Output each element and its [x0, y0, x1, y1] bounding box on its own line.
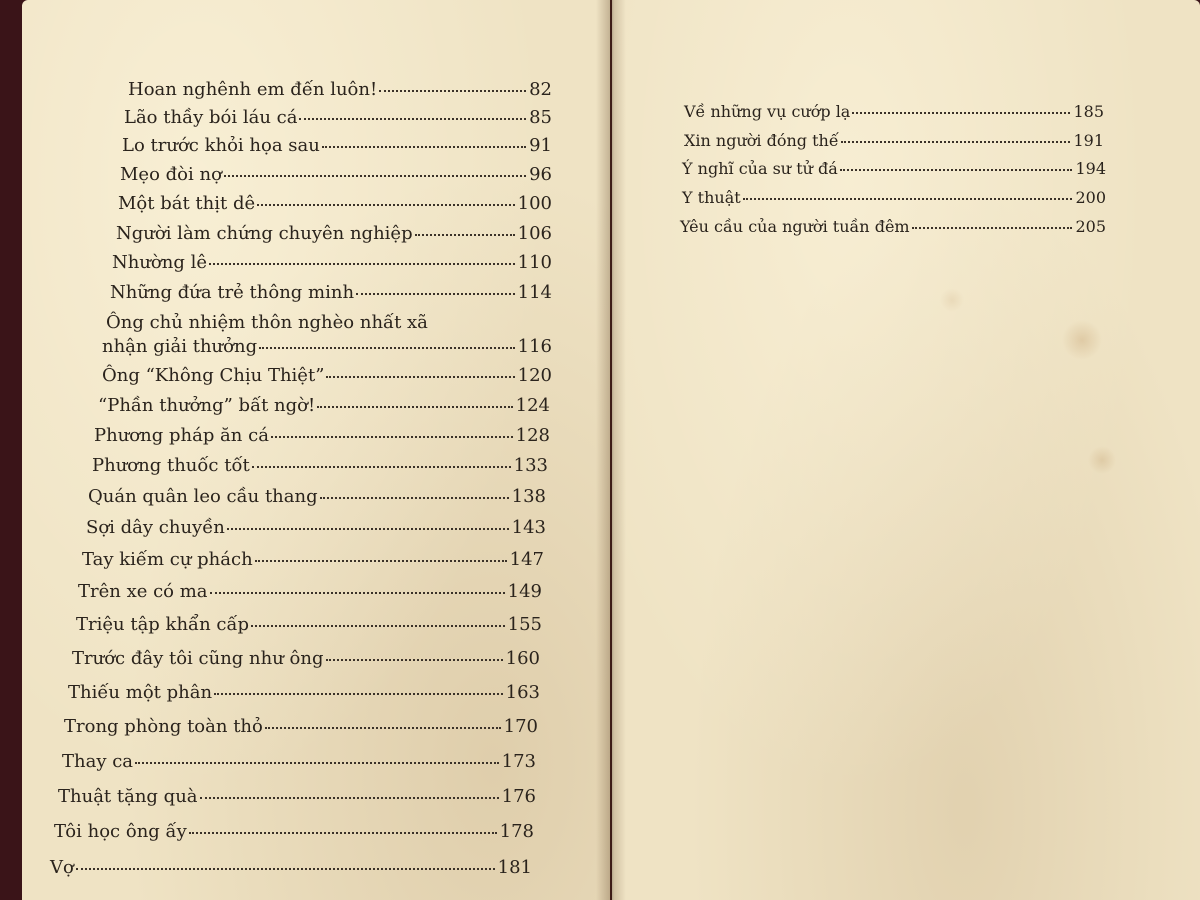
- toc-page-number: 85: [529, 107, 552, 128]
- toc-title: Vợ: [50, 857, 74, 878]
- leader-dots: [257, 204, 514, 206]
- toc-entry: [94, 426, 550, 447]
- leader-dots: [189, 832, 497, 834]
- toc-page-number: 205: [1075, 217, 1106, 236]
- toc-entry: [98, 396, 550, 417]
- left-toc: [22, 0, 610, 900]
- toc-title: Phương pháp ăn cá: [94, 425, 269, 446]
- toc-page-number: 155: [507, 614, 542, 635]
- toc-page-number: 91: [529, 135, 552, 156]
- leader-dots: [912, 227, 1073, 229]
- toc-entry: [684, 103, 1104, 121]
- toc-entry: [50, 858, 532, 879]
- leader-dots: [356, 293, 515, 295]
- toc-entry: [124, 108, 552, 129]
- toc-entry: [682, 160, 1106, 178]
- toc-entry: [64, 717, 538, 738]
- toc-page-number: 96: [529, 164, 552, 185]
- toc-title: Thay ca: [62, 751, 134, 772]
- leader-dots: [743, 198, 1073, 200]
- toc-title: Trong phòng toàn thỏ: [64, 716, 263, 737]
- toc-title: Ông “Không Chịu Thiệt”: [102, 365, 325, 386]
- toc-entry: [76, 615, 542, 636]
- toc-title: Thuật tặng quà: [58, 786, 198, 807]
- toc-page-number: 133: [513, 455, 548, 476]
- leader-dots: [299, 118, 526, 120]
- toc-title: Hoan nghênh em đến luôn!: [128, 79, 378, 100]
- right-toc: [612, 0, 1200, 900]
- toc-page-number: 138: [511, 486, 546, 507]
- toc-page-number: 170: [503, 716, 538, 737]
- toc-title: Triệu tập khẩn cấp: [76, 614, 250, 635]
- toc-title: Trên xe có ma: [78, 581, 208, 602]
- toc-title-line1: Ông chủ nhiệm thôn nghèo nhất xã: [106, 312, 428, 333]
- toc-page-number: 120: [517, 365, 552, 386]
- toc-entry: [684, 132, 1104, 150]
- leader-dots: [271, 436, 513, 438]
- toc-entry: [68, 683, 540, 704]
- toc-title: Trước đây tôi cũng như ông: [72, 648, 324, 669]
- leader-dots: [379, 90, 526, 92]
- toc-entry: [680, 218, 1106, 236]
- toc-entry: [112, 253, 552, 274]
- leader-dots: [415, 234, 515, 236]
- toc-page-number: 160: [505, 648, 540, 669]
- leader-dots: [255, 560, 507, 562]
- toc-title: Y thuật: [682, 188, 741, 207]
- leader-dots: [326, 659, 503, 661]
- toc-title: Quán quân leo cầu thang: [88, 486, 318, 507]
- leader-dots: [200, 797, 499, 799]
- leader-dots: [209, 263, 515, 265]
- leader-dots: [252, 466, 511, 468]
- toc-page-number: 82: [529, 79, 552, 100]
- leader-dots: [224, 175, 526, 177]
- toc-page-number: 185: [1073, 102, 1104, 121]
- toc-page-number: 149: [507, 581, 542, 602]
- leader-dots: [317, 406, 512, 408]
- leader-dots: [841, 141, 1071, 143]
- toc-title: Yêu cầu của người tuần đêm: [680, 217, 910, 236]
- toc-title: Lo trước khỏi họa sau: [122, 135, 320, 156]
- toc-page-number: 163: [505, 682, 540, 703]
- toc-title: Xin người đóng thế: [684, 131, 839, 150]
- toc-title: Thiếu một phân: [68, 682, 213, 703]
- leader-dots: [259, 347, 515, 349]
- toc-entry: [62, 752, 536, 773]
- toc-page-number: 200: [1075, 188, 1106, 207]
- toc-entry: [102, 366, 552, 387]
- toc-page-number: 116: [517, 336, 552, 357]
- toc-title: Về những vụ cướp lạ: [684, 102, 851, 121]
- leader-dots: [135, 762, 499, 764]
- toc-page-number: 194: [1075, 159, 1106, 178]
- toc-entry: [116, 224, 552, 245]
- toc-title: Sợi dây chuyền: [86, 517, 225, 538]
- toc-title: Nhường lê: [112, 252, 208, 273]
- toc-entry: [102, 337, 552, 358]
- leader-dots: [840, 169, 1073, 171]
- toc-title: nhận giải thưởng: [102, 336, 258, 357]
- toc-title: “Phần thưởng” bất ngờ!: [98, 395, 316, 416]
- toc-entry: [128, 80, 552, 101]
- toc-entry: [72, 649, 540, 670]
- toc-entry: [54, 822, 534, 843]
- toc-entry: [118, 194, 552, 215]
- toc-title: Một bát thịt dê: [118, 193, 256, 214]
- toc-page-number: 114: [517, 282, 552, 303]
- toc-entry: [78, 582, 542, 603]
- leader-dots: [214, 693, 503, 695]
- toc-title: Những đứa trẻ thông minh: [110, 282, 355, 303]
- leader-dots: [852, 112, 1070, 114]
- right-page: [612, 0, 1200, 900]
- toc-entry: [122, 136, 552, 157]
- leader-dots: [322, 146, 526, 148]
- toc-entry: [92, 456, 548, 477]
- leader-dots: [251, 625, 505, 627]
- toc-entry: [120, 165, 552, 186]
- toc-page-number: 100: [517, 193, 552, 214]
- toc-title: Mẹo đòi nợ: [120, 164, 222, 185]
- left-page: [22, 0, 610, 900]
- toc-entry: [86, 518, 546, 539]
- toc-title: Tôi học ông ấy: [54, 821, 187, 842]
- toc-page-number: 128: [515, 425, 550, 446]
- toc-entry: [58, 787, 536, 808]
- toc-title: Tay kiếm cự phách: [82, 549, 253, 570]
- toc-page-number: 143: [511, 517, 546, 538]
- toc-page-number: 181: [497, 857, 532, 878]
- toc-entry: [88, 487, 546, 508]
- leader-dots: [326, 376, 514, 378]
- toc-page-number: 191: [1073, 131, 1104, 150]
- toc-page-number: 124: [515, 395, 550, 416]
- leader-dots: [210, 592, 505, 594]
- toc-page-number: 173: [501, 751, 536, 772]
- toc-title: Ý nghĩ của sư tử đá: [682, 159, 838, 178]
- toc-page-number: 147: [509, 549, 544, 570]
- leader-dots: [76, 868, 495, 870]
- toc-page-number: 176: [501, 786, 536, 807]
- toc-page-number: 106: [517, 223, 552, 244]
- toc-title: Lão thầy bói láu cá: [124, 107, 298, 128]
- leader-dots: [265, 727, 501, 729]
- toc-title: Người làm chứng chuyên nghiệp: [116, 223, 413, 244]
- toc-entry: [82, 550, 544, 571]
- book-gutter: [596, 0, 626, 900]
- leader-dots: [227, 528, 509, 530]
- leader-dots: [320, 497, 509, 499]
- toc-entry: [110, 283, 552, 304]
- toc-page-number: 178: [499, 821, 534, 842]
- toc-title: Phương thuốc tốt: [92, 455, 250, 476]
- toc-entry: [682, 189, 1106, 207]
- toc-page-number: 110: [517, 252, 552, 273]
